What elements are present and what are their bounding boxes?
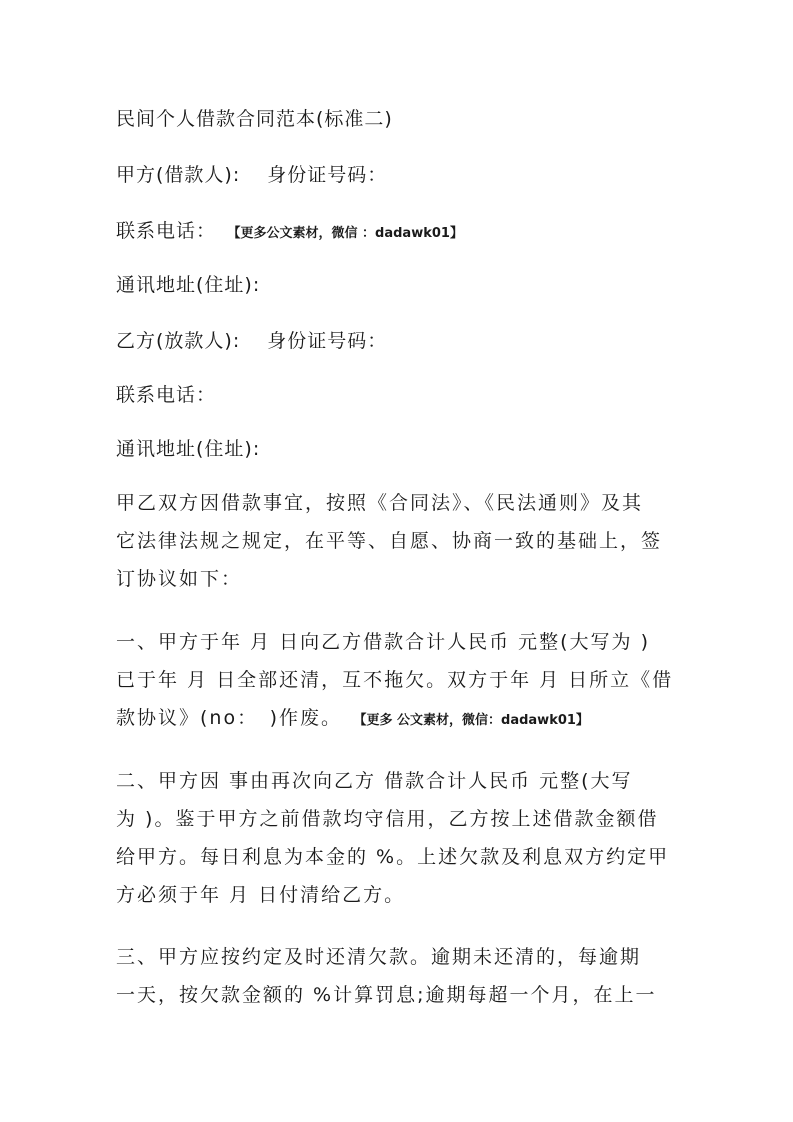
address-line-a: 通讯地址(住址):	[116, 274, 261, 296]
paragraph-line	[116, 699, 676, 740]
paragraph-line: 一、甲方于年 月 日向乙方借款合计人民币 元整(大写为 )	[116, 631, 650, 653]
watermark-note: 【更多公文素材，微信 ：dadawk01】	[234, 226, 463, 241]
paragraph-line: 甲乙双方因借款事宜，按照《合同法》、《民法通则》及其	[116, 492, 644, 514]
paragraph-line: 它法律法规之规定，在平等、自愿、协商一致的基础上，签	[116, 530, 663, 552]
paragraph-line: 二、甲方因 事由再次向乙方 借款合计人民币 元整(大写	[116, 770, 633, 792]
phone-line-b: 联系电话：	[116, 384, 217, 406]
watermark-note: 【更多 公文素材，微信：dadawk01】	[360, 713, 589, 728]
address-line-b: 通讯地址(住址):	[116, 438, 261, 460]
party-b-line: 乙方(放款人): 身份证号码：	[116, 330, 388, 352]
clause-3	[116, 938, 676, 1014]
paragraph-line: 给甲方。每日利息为本金的 %。上述欠款及利息双方约定甲	[116, 846, 670, 868]
paragraph-line: 三、甲方应按约定及时还清欠款。逾期未还清的，每逾期	[116, 946, 642, 968]
paragraph-line: 一天，按欠款金额的 %计算罚息;逾期每超一个月，在上一	[116, 984, 657, 1006]
paragraph-line: 为 )。鉴于甲方之前借款均守信用，乙方按上述借款金额借	[116, 808, 659, 830]
document-title: 民间个人借款合同范本(标准二)	[116, 108, 393, 130]
clause-1	[116, 623, 676, 740]
intro-paragraph	[116, 484, 676, 598]
party-a-line: 甲方(借款人): 身份证号码：	[116, 164, 388, 186]
phone-label: 联系电话：	[116, 220, 217, 242]
phone-line-a	[116, 216, 463, 243]
paragraph-line: 方必须于年 月 日付清给乙方。	[116, 884, 406, 906]
paragraph-line: 已于年 月 日全部还清，互不拖欠。双方于年 月 日所立《借	[116, 669, 674, 691]
paragraph-text: 款协议》(no： )作废。	[116, 707, 342, 729]
paragraph-line: 订协议如下：	[116, 568, 243, 590]
clause-2	[116, 762, 676, 914]
